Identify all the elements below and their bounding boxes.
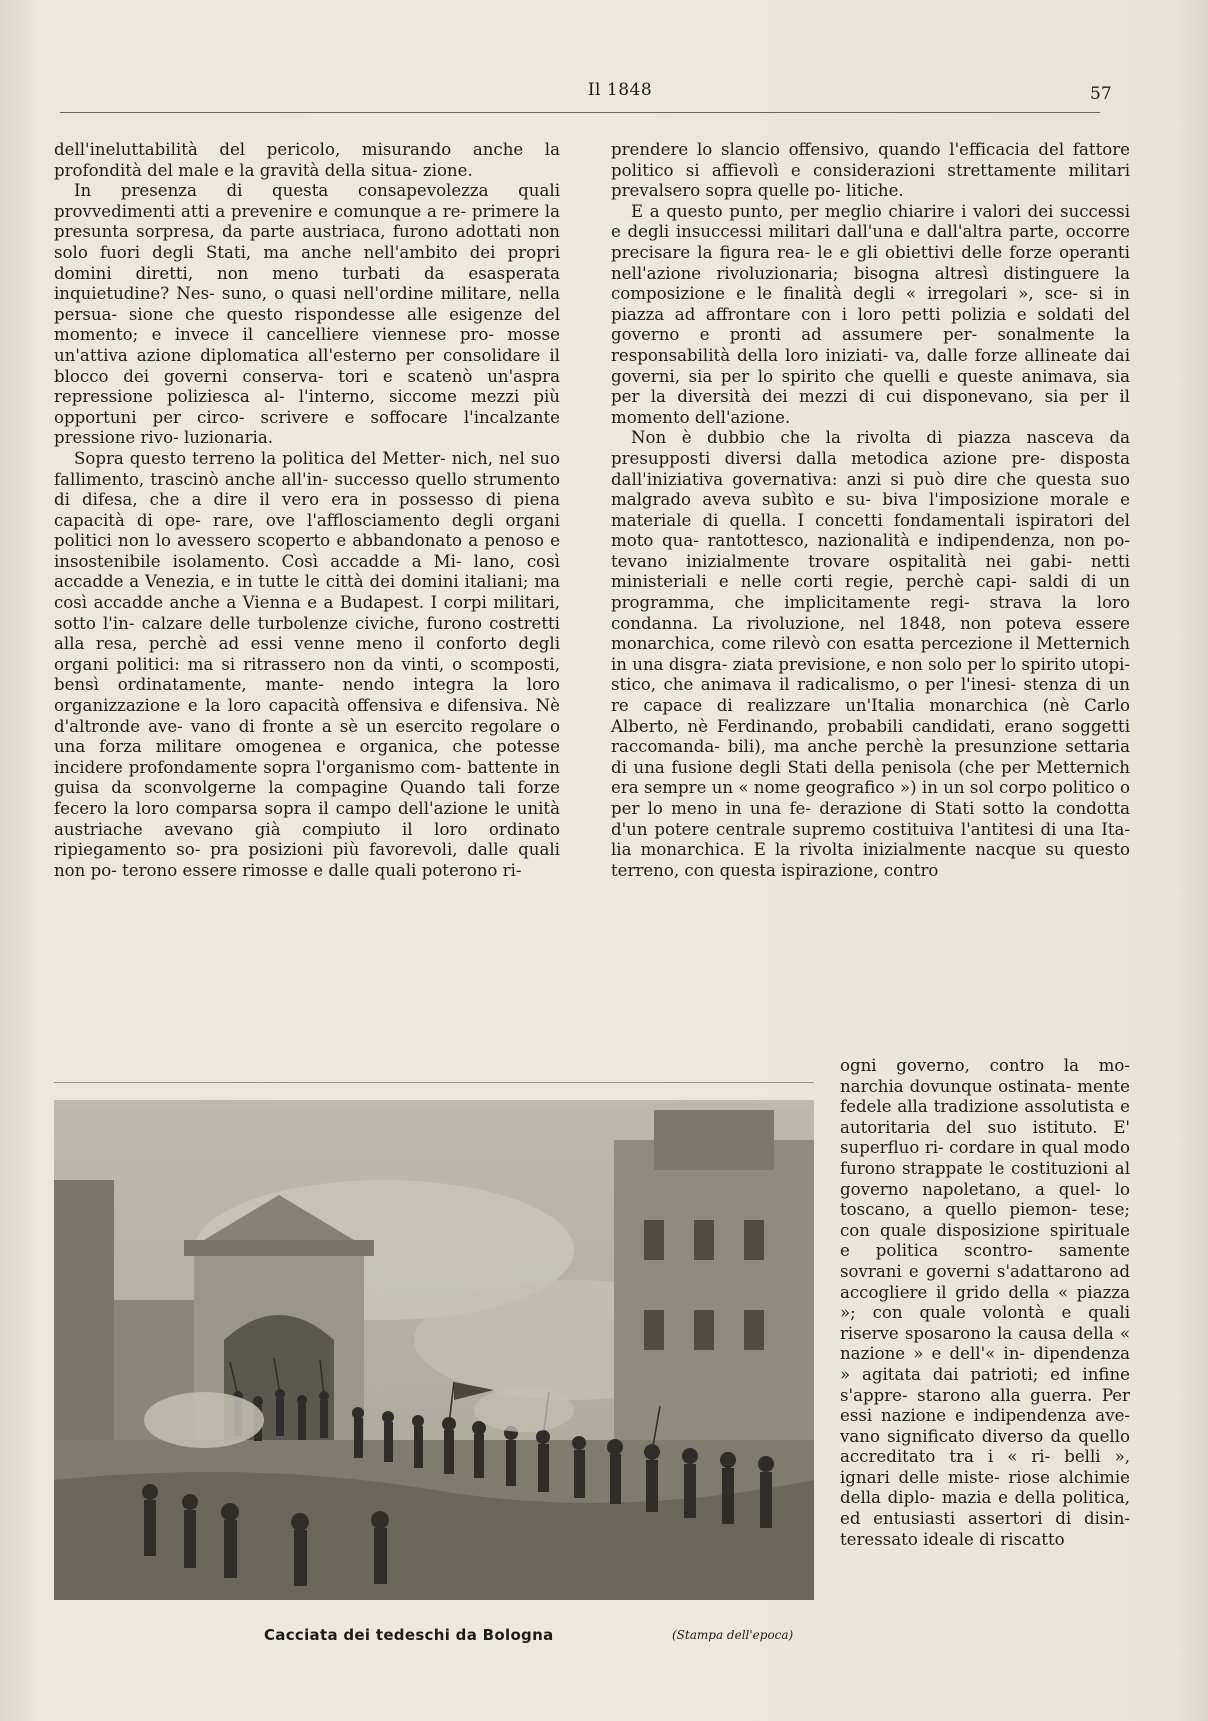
wrap-column	[840, 1056, 1130, 1550]
figure-rule	[54, 1082, 814, 1083]
paragraph: dell'ineluttabilità del pericolo, misurando anche la profondità del male e la gravità della situa- zione.	[54, 140, 560, 180]
battle-scene-engraving	[54, 1100, 814, 1600]
page-number: 57	[1090, 84, 1112, 104]
figure-credit: (Stampa dell'epoca)	[672, 1628, 794, 1642]
paragraph: Non è dubbio che la rivolta di piazza nasceva da presupposti diversi dalla metodica azione pre- disposta dall'iniziativa governativa: anzi si può dire che questa suo malgrado aveva subìto e su- biva l'imposizione morale e materiale di quella. I concetti fondamentali ispiratori del moto qua- rantottesco, nazionalità e indipendenza, non po- tevano inizialmente trovare ospitalità nei gabi- netti ministeriali e nelle corti regie, perchè capi- saldi di un programma, che implicitamente regi- strava la loro condanna. La rivoluzione, nel 1848, non poteva essere monarchica, come rilevò con esatta percezione il Metternich in una disgra- ziata previsione, e non solo per lo spirito utopi- stico, che animava il radicalismo, o per l'inesi- stenza di un re capace di realizzare un'Italia monarchica (nè Carlo Alberto, nè Ferdinando, probabili candidati, erano soggetti raccomanda- bili), ma anche perchè la presunzione settaria di una fusione degli Stati della penisola (che per Metternich era sempre un « nome geografico ») in un sol corpo politico o per lo meno in una fe- derazione di Stati sotto la condotta d'un potere centrale supremo costituiva l'antitesi di una Ita- lia monarchica. E la rivolta inizialmente nacque su questo terreno, con questa ispirazione, contro	[611, 428, 1130, 880]
engraving-illustration	[54, 1100, 814, 1600]
figure-caption: Cacciata dei tedeschi da Bologna	[264, 1626, 554, 1644]
header-rule	[60, 112, 1100, 113]
paragraph: ogni governo, contro la mo- narchia dovunque ostinata- mente fedele alla tradizione assolutista e autoritaria del suo istituto. E' superfluo ri- cordare in qual modo furono strappate le costituzioni al governo napoletano, a quel- lo toscano, a quello piemon- tese; con quale disposizione spirituale e politica scontro- samente sovrani e governi s'adattarono ad accogliere il grido della « piazza »; con quale volontà e quali riserve sposarono la causa della « nazione » e dell'« in- dipendenza » agitata dai patrioti; ed infine s'appre- starono alla guerra. Per essi nazione e indipendenza ave- vano significato diverso da quello accreditato tra i « ri- belli », ignari delle miste- riose alchimie della diplo- mazia e della politica, ed entusiasti assertori di disin- teressato ideale di riscatto	[840, 1056, 1130, 1549]
paragraph: prendere lo slancio offensivo, quando l'efficacia del fattore politico si affievolì e considerazioni strettamente militari prevalsero sopra quelle po- litiche.	[611, 140, 1130, 201]
running-title: Il 1848	[587, 80, 653, 100]
left-column	[54, 140, 560, 881]
right-column	[611, 140, 1130, 881]
paragraph: E a questo punto, per meglio chiarire i valori dei successi e degli insuccessi militari dall'una e dall'altra parte, occorre precisare la figura rea- le e gli obiettivi delle forze operanti nell'azione rivoluzionaria; bisogna altresì distinguere la composizione e le finalità degli « irregolari », sce- si in piazza ad affrontare con i loro petti polizia e soldati del governo e pronti ad assumere per- sonalmente la responsabilità della loro iniziati- va, dalle forze allineate dai governi, sia per lo spirito che quelli e queste animava, sia per la diversità dei mezzi di cui disponevano, sia per il momento dell'azione.	[611, 201, 1130, 427]
paragraph: Sopra questo terreno la politica del Metter- nich, nel suo fallimento, trascinò anche all'in- successo quello strumento di difesa, che a dire il vero era in possesso di piena capacità di ope- rare, ove l'afflosciamento degli organi politici non lo avessero scoperto e abbandonato a penoso e insostenibile isolamento. Così accadde a Mi- lano, così accadde a Venezia, e in tutte le città dei domini italiani; ma così accadde anche a Vienna e a Budapest. I corpi militari, sotto l'in- calzare delle turbolenze civiche, furono costretti alla resa, perchè ad essi venne meno il conforto degli organi politici: ma si ritrassero non da vinti, o scomposti, bensì ordinatamente, mante- nendo integra la loro organizzazione e la loro capacità offensiva e difensiva. Nè d'altronde ave- vano di fronte a sè un esercito regolare o una forza militare omogenea e organica, che potesse incidere profondamente sopra l'organismo com- battente in guisa da sconvolgerne la compagine Quando tali forze fecero la loro comparsa sopra il campo dell'azione le unità austriache avevano già compiuto il loro ordinato ripiegamento so- pra posizioni più favorevoli, dalle quali non po- terono essere rimosse e dalle quali poterono ri-	[54, 448, 560, 880]
paragraph: In presenza di questa consapevolezza quali provvedimenti atti a prevenire e comunque a re- primere la presunta sorpresa, da parte austriaca, furono adottati non solo fuori degli Stati, ma anche nell'ambito dei propri domini diretti, non meno turbati da esasperata inquietudine? Nes- suno, o quasi nell'ordine militare, nella persua- sione che questo rispondesse alle esigenze del momento; e invece il cancelliere viennese pro- mosse un'attiva azione diplomatica all'esterno per consolidare il blocco dei governi conserva- tori e scatenò un'aspra repressione poliziesca al- l'interno, siccome mezzi più opportuni per circo- scrivere e soffocare l'incalzante pressione rivo- luzionaria.	[54, 181, 560, 448]
